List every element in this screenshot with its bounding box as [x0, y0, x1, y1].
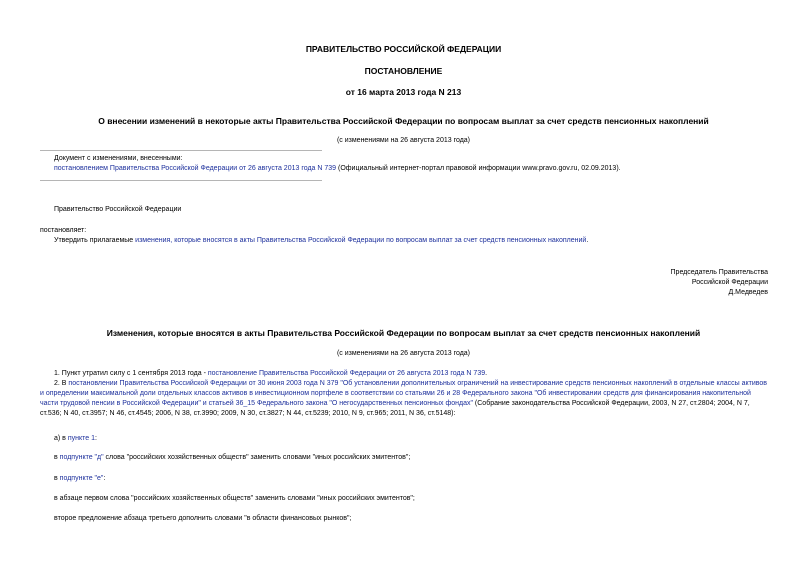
item-1-suffix: .	[485, 370, 488, 377]
amend-line	[54, 164, 621, 174]
line-e-suffix: :	[103, 475, 106, 482]
signature-name: Д.Медведев	[728, 289, 768, 296]
signature-country: Российской Федерации	[691, 279, 768, 286]
line-paragraph-3: второе предложение абзаца третьего дополнить словами "в области финансовых рынков";	[54, 515, 352, 522]
document-title: О внесении изменений в некоторые акты Правительства Российской Федерации по вопросам выплат за счет средств пенсионных накоплений	[98, 116, 709, 126]
subitem-a-prefix: а) в	[54, 435, 68, 442]
document-date-heading: от 16 марта 2013 года N 213	[345, 87, 462, 97]
divider-top	[40, 150, 322, 151]
amend-intro: Документ с изменениями, внесенными:	[54, 155, 183, 162]
item-2-prefix: 2. В	[54, 380, 69, 387]
item-2-suffix: (Собрание законодательства Российской Федерации, 2003, N 27, ст.2804; 2004, N 7, ст.536; N 40, ст.3957; N 46, ст.4545; 2006, N 38, ст.3990; 2009, N 30, ст.3827; N 44, ст.5239; 2010, N 9, ст.965; 2011, N 36, ст.5148):	[40, 400, 750, 417]
line-d-link[interactable]: подпункте "д"	[59, 454, 104, 461]
subitem-a-suffix: :	[95, 435, 97, 442]
approve-suffix: .	[586, 237, 589, 244]
approve-link[interactable]: изменения, которые вносятся в акты Правительства Российской Федерации по вопросам выплат за счет средств пенсионных накоплений	[135, 237, 587, 244]
issuer-text: Правительство Российской Федерации	[54, 206, 182, 213]
item-2	[40, 379, 768, 419]
divider-bottom	[40, 180, 322, 181]
line-subpoint-d	[54, 453, 410, 463]
amend-tail: (Официальный интернет-портал правовой информации www.pravo.gov.ru, 02.09.2013).	[336, 165, 621, 172]
line-paragraph-1: в абзаце первом слова "российских хозяйственных обществ" заменить словами "иных российских эмитентов";	[54, 495, 415, 502]
changes-subnote: (с изменениями на 26 августа 2013 года)	[336, 350, 471, 357]
item-1-prefix: 1. Пункт утратил силу с 1 сентября 2013 года -	[54, 370, 208, 377]
changes-title: Изменения, которые вносятся в акты Правительства Российской Федерации по вопросам выплат за счет средств пенсионных накоплений	[106, 328, 701, 338]
line-d-suffix: слова "российских хозяйственных обществ" заменить словами "иных российских эмитентов";	[103, 454, 411, 461]
line-d-prefix: в	[54, 454, 60, 461]
line-e-prefix: в	[54, 475, 60, 482]
changes-note: (с изменениями на 26 августа 2013 года)	[336, 137, 471, 144]
item-1-link[interactable]: постановление Правительства Российской Федерации от 26 августа 2013 года N 739	[207, 370, 486, 377]
approve-prefix: Утвердить прилагаемые	[54, 237, 136, 244]
subitem-a-link[interactable]: пункте 1	[67, 435, 95, 442]
subitem-a	[54, 434, 97, 444]
item-1	[54, 369, 487, 379]
government-heading: ПРАВИТЕЛЬСТВО РОССИЙСКОЙ ФЕДЕРАЦИИ	[305, 44, 502, 54]
line-subpoint-e	[54, 474, 105, 484]
amend-link[interactable]: постановлением Правительства Российской Федерации от 26 августа 2013 года N 739	[54, 165, 337, 172]
document-type-heading: ПОСТАНОВЛЕНИЕ	[364, 66, 443, 76]
line-e-link[interactable]: подпункте "е"	[59, 475, 104, 482]
approve-line	[54, 236, 588, 246]
item-2-link[interactable]: постановлении Правительства Российской Федерации от 30 июня 2003 года N 379 "Об установлении дополнительных ограничений на инвестирование средств пенсионных накоплений в отдельные классы активов и определении максимальной доли отдельных классов активов в инвестиционном портфеле в соответствии со статьями 26 и 28 Федерального закона "Об инвестировании средств для финансирования накопительной части трудовой пенсии в Российской Федерации" и статьей 36_15 Федерального закона "О негосударственных пенсионных фондах"	[40, 380, 767, 407]
signature-position: Председатель Правительства	[670, 269, 768, 276]
decrees-text: постановляет:	[40, 227, 87, 234]
